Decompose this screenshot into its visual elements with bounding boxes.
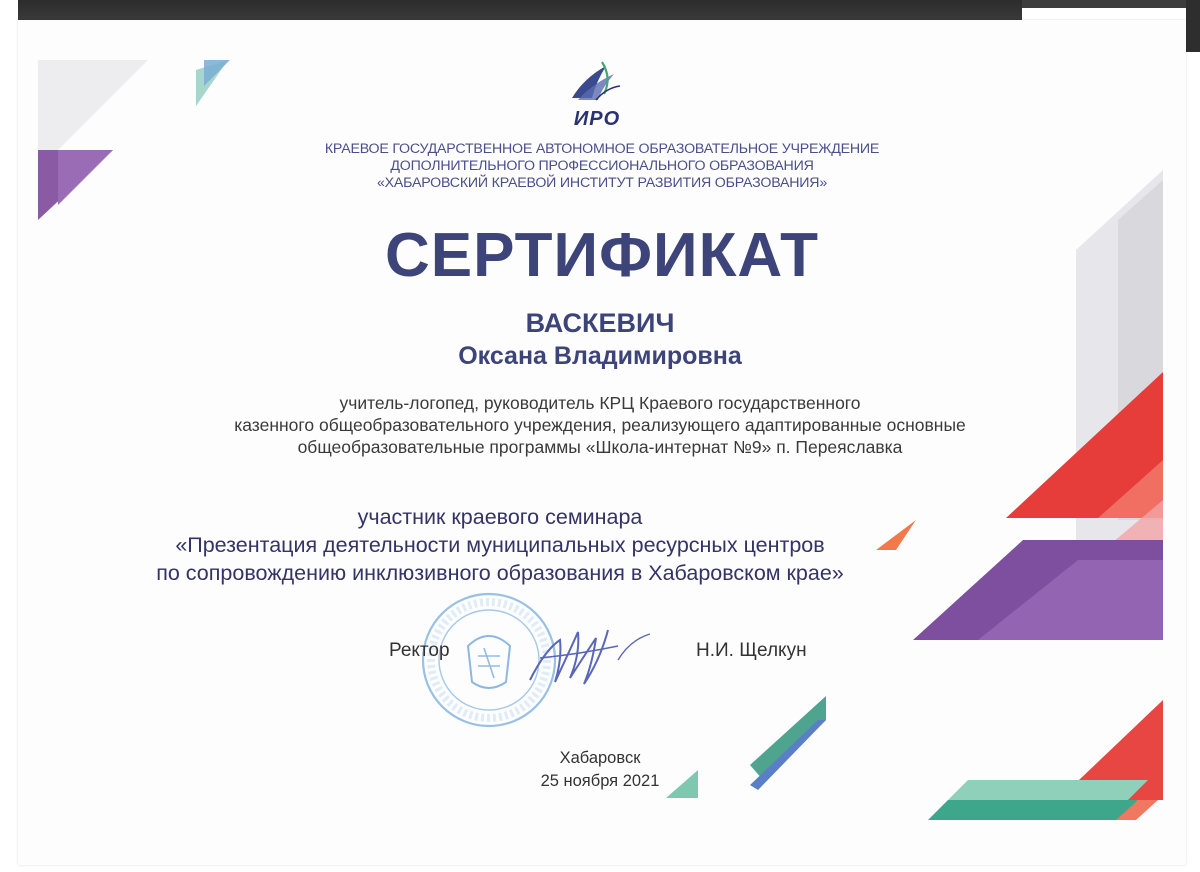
scan-edge-top-right <box>1022 0 1200 8</box>
position-line-1: учитель-логопед, руководитель КРЦ Краевого государственного <box>339 393 861 413</box>
issue-date: 25 ноября 2021 <box>540 772 660 790</box>
decor-teal-strip-light <box>948 780 1148 800</box>
institution-line-1: КРАЕВОЕ ГОСУДАРСТВЕННОЕ АВТОНОМНОЕ ОБРАЗОВАТЕЛЬНОЕ УЧРЕЖДЕНИЕ <box>324 141 880 157</box>
institution-line-2: ДОПОЛНИТЕЛЬНОГО ПРОФЕССИОНАЛЬНОГО ОБРАЗОВАНИЯ <box>390 158 814 174</box>
decor-teal-strip-bottom <box>928 800 1138 820</box>
recipient-surname: ВАСКЕВИЧ <box>525 308 675 338</box>
recipient-position <box>150 392 1050 458</box>
institution-line-3: «ХАБАРОВСКИЙ КРАЕВОЙ ИНСТИТУТ РАЗВИТИЯ ОБРАЗОВАНИЯ» <box>376 175 828 191</box>
signatory-name: Н.И. Щелкун <box>696 640 807 661</box>
seminar-description <box>50 503 950 587</box>
seminar-line-2: «Презентация деятельности муниципальных ресурсных центров <box>175 533 825 557</box>
scan-edge-right <box>1186 0 1200 52</box>
issue-city: Хабаровск <box>559 749 641 767</box>
certificate-title: СЕРТИФИКАТ <box>385 221 819 290</box>
position-line-2: казенного общеобразовательного учреждения, реализующего адаптированные основные <box>234 415 966 435</box>
logo-text: ИРО <box>573 108 621 130</box>
certificate-sheet <box>18 20 1186 865</box>
institution-name <box>300 141 904 192</box>
position-line-3: общеобразовательные программы «Школа-интернат №9» п. Переяславка <box>297 437 903 457</box>
seminar-line-3: по сопровождению инклюзивного образования в Хабаровском крае» <box>156 561 844 585</box>
scan-edge-top <box>18 0 1022 20</box>
handwritten-signature-icon <box>500 610 670 700</box>
signatory-role: Ректор <box>389 640 450 661</box>
seminar-line-1: участник краевого семинара <box>357 505 643 529</box>
recipient-given-names: Оксана Владимировна <box>458 342 742 370</box>
decor-teal-bottom <box>750 696 826 780</box>
decor-purple-left-light <box>58 150 113 205</box>
decor-blue-top-left <box>204 60 230 86</box>
